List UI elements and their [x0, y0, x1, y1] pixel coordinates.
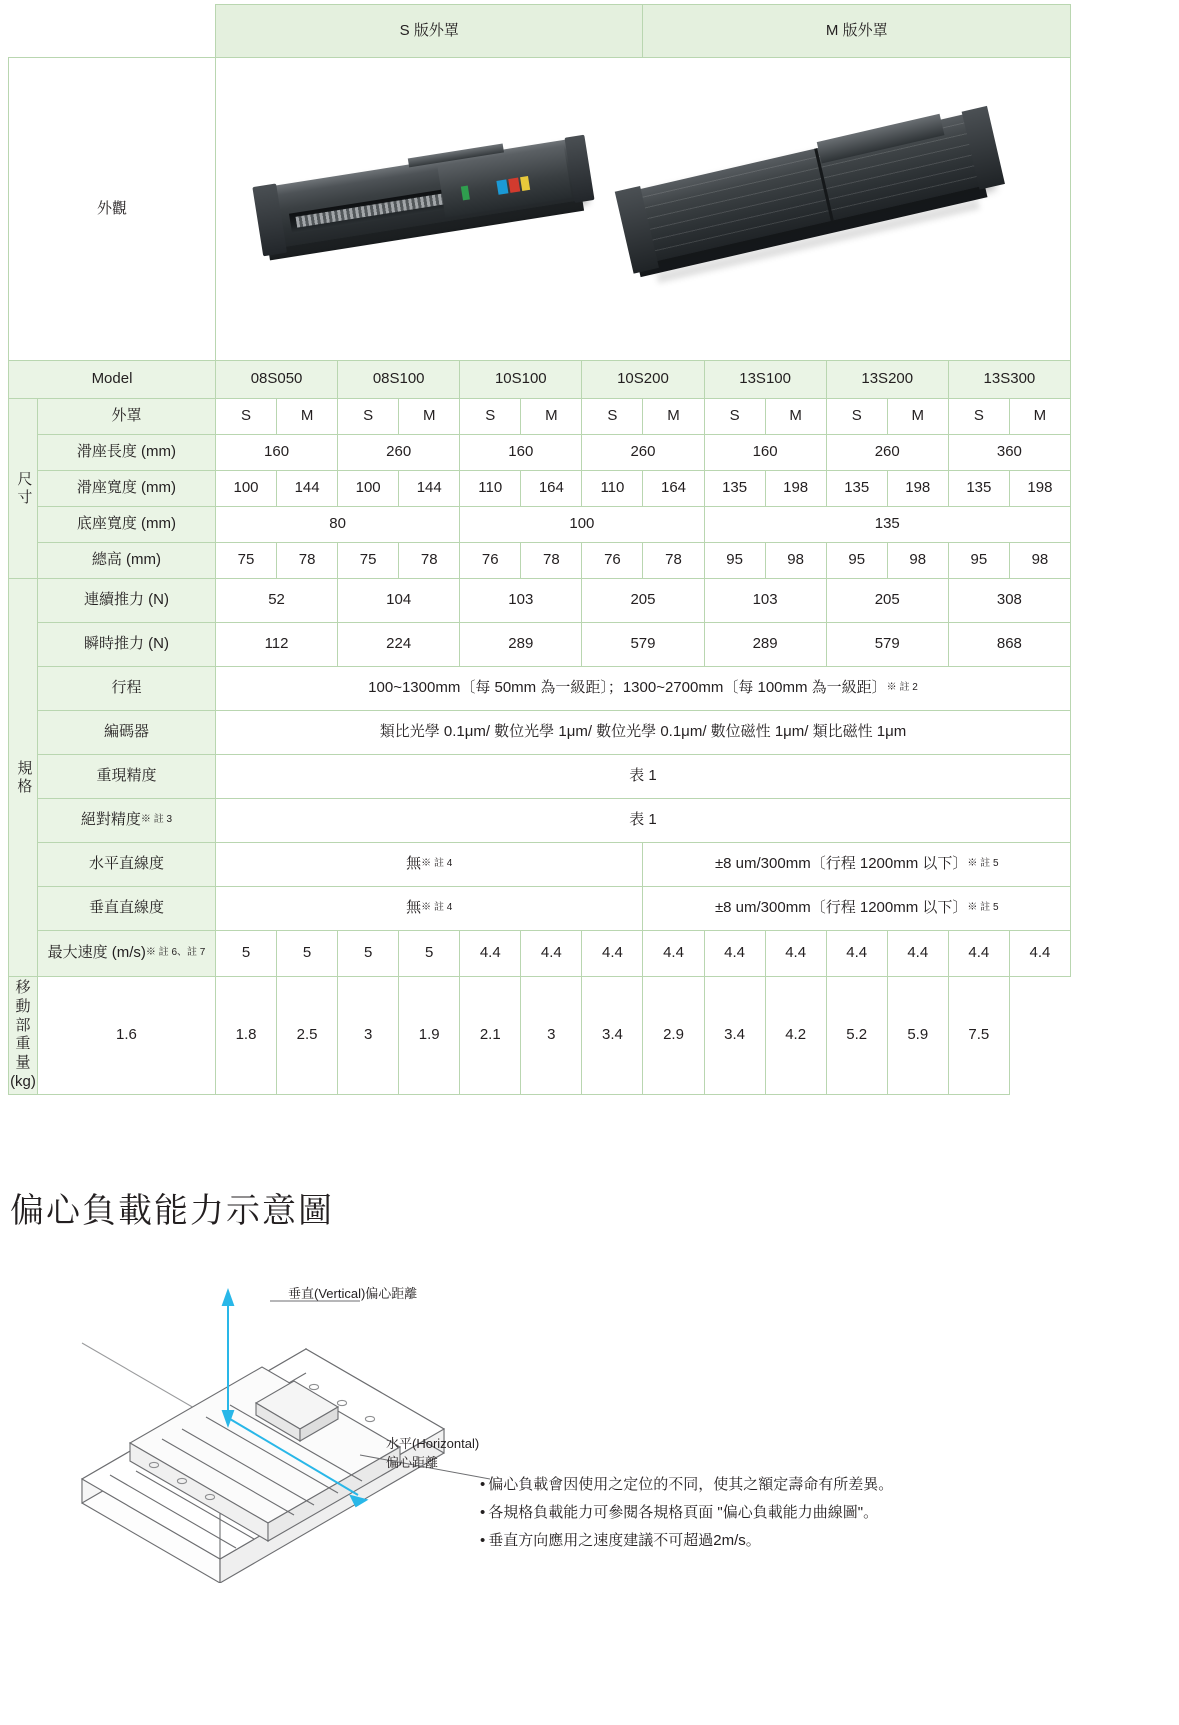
- slider-width-cell: 164: [643, 471, 704, 507]
- peak-force-cell: 112: [215, 623, 337, 667]
- isometric-stage-drawing: [70, 1283, 490, 1583]
- total-height-cell: 95: [704, 543, 765, 579]
- slider-width-cell: 135: [704, 471, 765, 507]
- cover-type-cell: M: [521, 399, 582, 435]
- peak-force-cell: 224: [338, 623, 460, 667]
- total-height-cell: 98: [1009, 543, 1070, 579]
- row-label-slider-width: 滑座寬度 (mm): [37, 471, 215, 507]
- moving-mass-cell: 3.4: [704, 977, 765, 1095]
- total-height-cell: 98: [765, 543, 826, 579]
- horizontal-straightness-left-value: 無: [406, 855, 422, 873]
- max-speed-cell: 5: [338, 931, 399, 977]
- moving-mass-cell: 3.4: [582, 977, 643, 1095]
- slider-width-cell: 198: [765, 471, 826, 507]
- moving-mass-cell: 2.9: [643, 977, 704, 1095]
- row-label-total-height: 總高 (mm): [37, 543, 215, 579]
- slider-width-cell: 110: [460, 471, 521, 507]
- continuous-force-cell: 103: [460, 579, 582, 623]
- model-13S100: 13S100: [704, 361, 826, 399]
- device-s-cable-blue: [496, 179, 508, 194]
- horizontal-straightness-right-value: ±8 um/300mm〔行程 1200mm 以下〕: [714, 855, 968, 873]
- note-item: [480, 1471, 1040, 1499]
- table-row-vertical-straightness: [9, 887, 1071, 931]
- slider-length-cell: 260: [582, 435, 704, 471]
- header-cover-m: M 版外罩: [643, 5, 1071, 58]
- table-row-peak-force: [9, 623, 1071, 667]
- moving-mass-cell: 5.9: [887, 977, 948, 1095]
- group-label-dimension: 尺寸: [9, 399, 38, 579]
- total-height-cell: 95: [948, 543, 1009, 579]
- vertical-straightness-right-note: ※ 註 5: [967, 902, 999, 914]
- slider-length-cell: 160: [704, 435, 826, 471]
- continuous-force-cell: 104: [338, 579, 460, 623]
- horizontal-straightness-right-cell: [643, 843, 1071, 887]
- eccentric-load-diagram: [70, 1255, 1110, 1715]
- slider-width-cell: 144: [277, 471, 338, 507]
- cover-type-cell: S: [582, 399, 643, 435]
- max-speed-cell: 5: [277, 931, 338, 977]
- horizontal-straightness-left-cell: [215, 843, 643, 887]
- total-height-cell: 95: [826, 543, 887, 579]
- slider-width-cell: 135: [826, 471, 887, 507]
- row-label-vertical-straightness: 垂直直線度: [37, 887, 215, 931]
- moving-mass-cell: 7.5: [948, 977, 1009, 1095]
- bullet-icon: •: [480, 1476, 486, 1493]
- slider-width-cell: 135: [948, 471, 1009, 507]
- slider-width-cell: 164: [521, 471, 582, 507]
- specification-table-wrapper: [8, 4, 1071, 1095]
- table-row-max-speed: [9, 931, 1071, 977]
- model-13S200: 13S200: [826, 361, 948, 399]
- row-label-encoder: 編碼器: [37, 711, 215, 755]
- note-item: [480, 1499, 1040, 1527]
- row-label-base-width: 底座寬度 (mm): [37, 507, 215, 543]
- slider-width-cell: 100: [338, 471, 399, 507]
- max-speed-cell: 4.4: [826, 931, 887, 977]
- max-speed-cell: 4.4: [643, 931, 704, 977]
- base-width-cell: 135: [704, 507, 1070, 543]
- cover-type-cell: S: [338, 399, 399, 435]
- continuous-force-cell: 103: [704, 579, 826, 623]
- max-speed-note: ※ 註 6、註 7: [145, 947, 206, 959]
- total-height-cell: 76: [582, 543, 643, 579]
- stroke-value-cell: [215, 667, 1070, 711]
- cover-type-cell: M: [643, 399, 704, 435]
- cover-type-cell: S: [215, 399, 276, 435]
- row-label-slider-length: 滑座長度 (mm): [37, 435, 215, 471]
- max-speed-cell: 4.4: [948, 931, 1009, 977]
- vertical-straightness-right-value: ±8 um/300mm〔行程 1200mm 以下〕: [714, 899, 968, 917]
- row-label-stroke: 行程: [37, 667, 215, 711]
- bullet-icon: •: [480, 1531, 486, 1549]
- table-row-cover-header: [9, 5, 1071, 58]
- cover-type-cell: S: [948, 399, 1009, 435]
- model-13S300: 13S300: [948, 361, 1070, 399]
- peak-force-cell: 579: [826, 623, 948, 667]
- slider-width-cell: 110: [582, 471, 643, 507]
- horizontal-straightness-right-note: ※ 註 5: [967, 858, 999, 870]
- table-row-total-height: [9, 543, 1071, 579]
- max-speed-cell: 4.4: [460, 931, 521, 977]
- total-height-cell: 75: [215, 543, 276, 579]
- absolute-accuracy-label: 絕對精度: [80, 811, 141, 829]
- cover-type-cell: M: [1009, 399, 1070, 435]
- cover-type-cell: S: [826, 399, 887, 435]
- table-row-slider-width: [9, 471, 1071, 507]
- continuous-force-cell: 205: [582, 579, 704, 623]
- horizontal-straightness-left-note: ※ 註 4: [421, 858, 453, 870]
- slider-length-cell: 260: [826, 435, 948, 471]
- vertical-straightness-left-note: ※ 註 4: [421, 902, 453, 914]
- vertical-straightness-right-cell: [643, 887, 1071, 931]
- cover-type-cell: S: [460, 399, 521, 435]
- slider-width-cell: 100: [215, 471, 276, 507]
- note-item: [480, 1527, 1040, 1555]
- max-speed-cell: 5: [399, 931, 460, 977]
- max-speed-cell: 4.4: [765, 931, 826, 977]
- base-width-cell: 80: [215, 507, 459, 543]
- specification-table: [8, 4, 1071, 1095]
- max-speed-cell: 4.4: [704, 931, 765, 977]
- moving-mass-cell: 4.2: [765, 977, 826, 1095]
- device-s-cable-red: [508, 178, 520, 193]
- slider-width-cell: 198: [1009, 471, 1070, 507]
- moving-mass-cell: 2.1: [460, 977, 521, 1095]
- group-label-spec: 規格: [9, 579, 38, 977]
- vertical-straightness-left-value: 無: [406, 899, 422, 917]
- slider-length-cell: 360: [948, 435, 1070, 471]
- slider-length-cell: 260: [338, 435, 460, 471]
- label-vertical-eccentric-distance: 垂直(Vertical)偏心距離: [288, 1286, 418, 1301]
- total-height-cell: 78: [643, 543, 704, 579]
- stroke-value: 100~1300mm〔每 50mm 為一級距〕；1300~2700mm〔每 100mm 為一級距〕: [368, 679, 887, 697]
- label-horizontal-line1: 水平(Horizontal): [386, 1436, 480, 1451]
- max-speed-label: 最大速度 (m/s): [47, 944, 146, 962]
- total-height-cell: 78: [277, 543, 338, 579]
- table-row-stroke: [9, 667, 1071, 711]
- moving-mass-cell: 3: [521, 977, 582, 1095]
- eccentric-load-notes: [480, 1471, 1040, 1554]
- stroke-note: ※ 註 2: [886, 682, 918, 694]
- model-08S100: 08S100: [338, 361, 460, 399]
- moving-mass-cell: 1.8: [215, 977, 276, 1095]
- label-horizontal-eccentric-distance: [386, 1435, 479, 1473]
- table-row-absolute-accuracy: [9, 799, 1071, 843]
- row-label-repeatability: 重現精度: [37, 755, 215, 799]
- table-row-horizontal-straightness: [9, 843, 1071, 887]
- total-height-cell: 75: [338, 543, 399, 579]
- note-text: 垂直方向應用之速度建議不可超過2m/s。: [488, 1531, 761, 1549]
- table-row-appearance: [9, 58, 1071, 361]
- row-label-absolute-accuracy: [37, 799, 215, 843]
- label-model: Model: [9, 361, 216, 399]
- table-row-cover-type: [9, 399, 1071, 435]
- peak-force-cell: 289: [704, 623, 826, 667]
- product-image-m-cover: [627, 111, 1005, 309]
- note-text: 各規格負載能力可參閱各規格頁面 "偏心負載能力曲線圖"。: [488, 1503, 879, 1521]
- table-row-moving-mass: [9, 977, 1071, 1095]
- moving-mass-cell: 1.6: [37, 977, 215, 1095]
- peak-force-cell: 289: [460, 623, 582, 667]
- cover-type-cell: S: [704, 399, 765, 435]
- cover-type-cell: M: [277, 399, 338, 435]
- continuous-force-cell: 52: [215, 579, 337, 623]
- row-label-cover-type: 外罩: [37, 399, 215, 435]
- row-label-continuous-force: 連續推力 (N): [37, 579, 215, 623]
- slider-length-cell: 160: [215, 435, 337, 471]
- max-speed-cell: 4.4: [887, 931, 948, 977]
- max-speed-cell: 5: [215, 931, 276, 977]
- continuous-force-cell: 205: [826, 579, 948, 623]
- row-label-max-speed: [37, 931, 215, 977]
- label-horizontal-line2: 偏心距離: [386, 1454, 439, 1470]
- bullet-icon: •: [480, 1503, 486, 1521]
- absolute-accuracy-value-cell: 表 1: [215, 799, 1070, 843]
- product-image-s-cover: [263, 138, 594, 282]
- row-label-peak-force: 瞬時推力 (N): [37, 623, 215, 667]
- model-10S200: 10S200: [582, 361, 704, 399]
- table-row-slider-length: [9, 435, 1071, 471]
- total-height-cell: 76: [460, 543, 521, 579]
- moving-mass-cell: 2.5: [277, 977, 338, 1095]
- appearance-images-cell: [215, 58, 1070, 361]
- cover-type-cell: M: [887, 399, 948, 435]
- model-10S100: 10S100: [460, 361, 582, 399]
- note-text: 偏心負載會因使用之定位的不同，使其之額定壽命有所差異。: [488, 1476, 894, 1493]
- table-row-base-width: [9, 507, 1071, 543]
- header-cover-s: S 版外罩: [215, 5, 643, 58]
- row-label-moving-mass: 移動部重量 (kg): [9, 977, 38, 1095]
- stage-svg: [70, 1283, 490, 1583]
- moving-mass-cell: 3: [338, 977, 399, 1095]
- label-appearance: 外觀: [9, 58, 216, 361]
- encoder-value-cell: 類比光學 0.1μm/ 數位光學 1μm/ 數位光學 0.1μm/ 數位磁性 1μm/ 類比磁性 1μm: [215, 711, 1070, 755]
- max-speed-cell: 4.4: [521, 931, 582, 977]
- moving-mass-cell: 5.2: [826, 977, 887, 1095]
- max-speed-cell: 4.4: [582, 931, 643, 977]
- table-row-continuous-force: [9, 579, 1071, 623]
- vertical-straightness-left-cell: [215, 887, 643, 931]
- peak-force-cell: 868: [948, 623, 1070, 667]
- slider-width-cell: 144: [399, 471, 460, 507]
- total-height-cell: 78: [521, 543, 582, 579]
- table-row-encoder: [9, 711, 1071, 755]
- section-title-eccentric-load: 偏心負載能力示意圖: [10, 1192, 334, 1230]
- slider-width-cell: 198: [887, 471, 948, 507]
- absolute-accuracy-note: ※ 註 3: [140, 814, 173, 826]
- repeatability-value-cell: 表 1: [215, 755, 1070, 799]
- cover-type-cell: M: [399, 399, 460, 435]
- peak-force-cell: 579: [582, 623, 704, 667]
- moving-mass-cell: 1.9: [399, 977, 460, 1095]
- empty-corner-cell: [9, 5, 216, 58]
- row-label-horizontal-straightness: 水平直線度: [37, 843, 215, 887]
- base-width-cell: 100: [460, 507, 704, 543]
- model-08S050: 08S050: [215, 361, 337, 399]
- total-height-cell: 78: [399, 543, 460, 579]
- slider-length-cell: 160: [460, 435, 582, 471]
- max-speed-cell: 4.4: [1009, 931, 1070, 977]
- table-row-model: [9, 361, 1071, 399]
- continuous-force-cell: 308: [948, 579, 1070, 623]
- total-height-cell: 98: [887, 543, 948, 579]
- cover-type-cell: M: [765, 399, 826, 435]
- table-row-repeatability: [9, 755, 1071, 799]
